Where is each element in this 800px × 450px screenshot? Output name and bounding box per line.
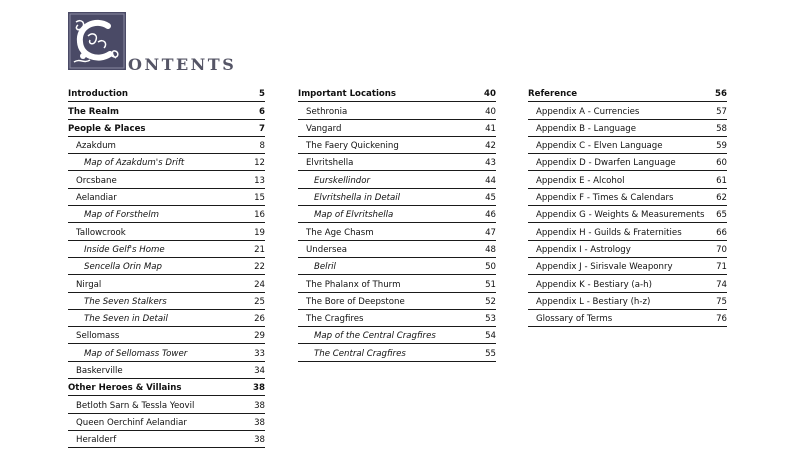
toc-entry-page: 6: [259, 106, 265, 117]
toc-entry[interactable]: [528, 102, 727, 119]
toc-entry[interactable]: [298, 293, 496, 310]
toc-entry[interactable]: [528, 241, 727, 258]
toc-entry-page: 45: [485, 193, 496, 204]
toc-entry[interactable]: [68, 189, 265, 206]
toc-entry[interactable]: [68, 102, 265, 119]
toc-entry[interactable]: [68, 154, 265, 171]
toc-entry[interactable]: [68, 206, 265, 223]
toc-entry-page: 34: [254, 366, 265, 377]
toc-entry-title: Introduction: [68, 89, 129, 100]
toc-entry-page: 57: [716, 106, 727, 117]
toc-entry-title: Appendix G - Weights & Measurements: [536, 210, 705, 221]
toc-entry[interactable]: [528, 171, 727, 188]
toc-entry-title: Glossary of Terms: [536, 314, 613, 325]
toc-entry-title: Aelandiar: [76, 193, 117, 204]
toc-entry[interactable]: [68, 310, 265, 327]
toc-entry[interactable]: [68, 362, 265, 379]
toc-entry-title: The Seven in Detail: [84, 314, 168, 325]
toc-entry-page: 48: [485, 244, 496, 255]
toc-entry[interactable]: [298, 154, 496, 171]
toc-entry-page: 54: [485, 331, 496, 342]
toc-entry[interactable]: [68, 379, 265, 396]
toc-entry-page: 41: [485, 123, 496, 134]
toc-entry[interactable]: [528, 206, 727, 223]
toc-entry[interactable]: [298, 120, 496, 137]
ornate-letter-icon: [68, 12, 126, 70]
toc-entry-title: Azakdum: [76, 141, 116, 152]
toc-entry-title: Map of the Central Cragfires: [314, 331, 436, 342]
toc-entry[interactable]: [528, 120, 727, 137]
toc-entry[interactable]: [298, 258, 496, 275]
toc-entry-title: Undersea: [306, 244, 348, 255]
toc-entry-page: 62: [716, 193, 727, 204]
toc-entry-title: Appendix F - Times & Calendars: [536, 193, 674, 204]
toc-column-3: [528, 85, 727, 327]
toc-entry[interactable]: [528, 310, 727, 327]
toc-entry-title: Nirgal: [76, 279, 102, 290]
toc-entry-page: 46: [485, 210, 496, 221]
toc-entry-page: 8: [259, 141, 265, 152]
toc-entry-title: Queen Oerchinf Aelandiar: [76, 417, 187, 428]
toc-entry-page: 40: [484, 89, 496, 100]
toc-entry[interactable]: [68, 85, 265, 102]
toc-entry-page: 12: [254, 158, 265, 169]
toc-entry-title: The Faery Quickening: [306, 141, 399, 152]
toc-entry-page: 26: [254, 314, 265, 325]
toc-entry-page: 38: [254, 400, 265, 411]
toc-entry[interactable]: [298, 241, 496, 258]
toc-entry[interactable]: [68, 344, 265, 361]
toc-entry-title: Appendix I - Astrology: [536, 244, 631, 255]
toc-entry-page: 75: [716, 296, 727, 307]
toc-entry[interactable]: [298, 102, 496, 119]
toc-entry-page: 59: [716, 141, 727, 152]
toc-entry-page: 7: [259, 123, 265, 134]
toc-entry[interactable]: [68, 241, 265, 258]
toc-entry-title: The Cragfires: [306, 314, 364, 325]
decorative-initial-c-logo: [68, 12, 126, 70]
toc-column-2: [298, 85, 496, 362]
toc-entry[interactable]: [298, 171, 496, 188]
contents-heading: ONTENTS: [128, 55, 237, 74]
toc-entry-page: 38: [254, 417, 265, 428]
toc-entry-title: Appendix B - Language: [536, 123, 637, 134]
toc-entry[interactable]: [68, 120, 265, 137]
toc-entry[interactable]: [528, 154, 727, 171]
toc-entry-title: The Bore of Deepstone: [306, 296, 405, 307]
toc-entry-title: The Phalanx of Thurm: [306, 279, 401, 290]
toc-entry[interactable]: [528, 293, 727, 310]
toc-entry-title: Map of Elvritshella: [314, 210, 394, 221]
toc-entry[interactable]: [528, 85, 727, 102]
toc-entry-title: Sencella Orin Map: [84, 262, 162, 273]
toc-entry[interactable]: [298, 344, 496, 361]
toc-entry[interactable]: [528, 258, 727, 275]
toc-entry-title: Appendix L - Bestiary (h-z): [536, 296, 651, 307]
toc-entry-title: Heralderf: [76, 435, 117, 446]
toc-entry[interactable]: [298, 275, 496, 292]
toc-entry-page: 40: [485, 106, 496, 117]
toc-entry[interactable]: [68, 171, 265, 188]
toc-entry-page: 47: [485, 227, 496, 238]
toc-entry-title: Other Heroes & Villains: [68, 383, 182, 394]
toc-entry-title: The Age Chasm: [306, 227, 374, 238]
toc-entry-page: 71: [716, 262, 727, 273]
toc-entry-page: 52: [485, 296, 496, 307]
toc-entry-page: 13: [254, 175, 265, 186]
toc-entry[interactable]: [528, 137, 727, 154]
toc-entry-page: 51: [485, 279, 496, 290]
toc-entry[interactable]: [68, 293, 265, 310]
toc-entry-page: 60: [716, 158, 727, 169]
toc-entry-page: 29: [254, 331, 265, 342]
toc-entry[interactable]: [298, 189, 496, 206]
toc-entry-page: 5: [259, 89, 265, 100]
toc-entry[interactable]: [298, 327, 496, 344]
toc-entry[interactable]: [68, 396, 265, 413]
toc-entry-title: Appendix E - Alcohol: [536, 175, 625, 186]
toc-entry-title: Appendix D - Dwarfen Language: [536, 158, 676, 169]
toc-entry-page: 21: [254, 244, 265, 255]
toc-entry[interactable]: [528, 275, 727, 292]
toc-entry-title: Baskerville: [76, 366, 123, 377]
toc-entry-page: 66: [716, 227, 727, 238]
toc-entry-title: Appendix K - Bestiary (a-h): [536, 279, 652, 290]
toc-entry-title: Vangard: [306, 123, 342, 134]
toc-entry-page: 70: [716, 244, 727, 255]
toc-entry-title: Important Locations: [298, 89, 397, 100]
toc-entry-title: The Central Cragfires: [314, 348, 406, 359]
toc-entry-page: 33: [254, 348, 265, 359]
toc-entry-title: Reference: [528, 89, 578, 100]
toc-entry-title: Belril: [314, 262, 336, 273]
toc-entry[interactable]: [528, 189, 727, 206]
toc-entry-page: 58: [716, 123, 727, 134]
toc-entry[interactable]: [528, 223, 727, 240]
toc-entry-title: Sethronia: [306, 106, 348, 117]
toc-entry-title: Elvritshella: [306, 158, 354, 169]
toc-entry-page: 53: [485, 314, 496, 325]
toc-entry[interactable]: [68, 327, 265, 344]
toc-entry[interactable]: [68, 137, 265, 154]
toc-entry-page: 55: [485, 348, 496, 359]
toc-entry-page: 22: [254, 262, 265, 273]
toc-entry-title: People & Places: [68, 123, 146, 134]
toc-entry-page: 44: [485, 175, 496, 186]
toc-entry-title: Orcsbane: [76, 175, 117, 186]
toc-entry[interactable]: [298, 85, 496, 102]
toc-entry-title: Appendix C - Elven Language: [536, 141, 663, 152]
toc-entry[interactable]: [68, 431, 265, 448]
toc-entry-title: Betloth Sarn & Tessla Yeovil: [76, 400, 195, 411]
toc-entry-title: Eurskellindor: [314, 175, 371, 186]
toc-entry[interactable]: [68, 414, 265, 431]
toc-entry[interactable]: [68, 258, 265, 275]
toc-entry-page: 38: [254, 435, 265, 446]
toc-entry-title: Appendix A - Currencies: [536, 106, 640, 117]
toc-entry-page: 76: [716, 314, 727, 325]
toc-entry-page: 42: [485, 141, 496, 152]
toc-entry-title: Inside Gelf's Home: [84, 244, 165, 255]
toc-entry-page: 38: [253, 383, 265, 394]
toc-entry-page: 50: [485, 262, 496, 273]
toc-entry-title: The Realm: [68, 106, 119, 117]
toc-entry-page: 19: [254, 227, 265, 238]
toc-column-1: [68, 85, 265, 448]
toc-entry-page: 15: [254, 193, 265, 204]
toc-entry-page: 43: [485, 158, 496, 169]
toc-entry-title: Appendix H - Guilds & Fraternities: [536, 227, 682, 238]
toc-entry[interactable]: [298, 223, 496, 240]
toc-entry-title: Tallowcrook: [76, 227, 126, 238]
toc-entry-page: 74: [716, 279, 727, 290]
toc-entry[interactable]: [298, 206, 496, 223]
toc-entry-title: Elvritshella in Detail: [314, 193, 401, 204]
toc-entry-title: Sellomass: [76, 331, 120, 342]
toc-entry-page: 16: [254, 210, 265, 221]
toc-entry-page: 25: [254, 296, 265, 307]
toc-entry[interactable]: [298, 137, 496, 154]
toc-entry-page: 65: [716, 210, 727, 221]
toc-entry-title: Appendix J - Sirisvale Weaponry: [536, 262, 673, 273]
toc-entry-page: 56: [715, 89, 727, 100]
toc-entry-title: Map of Sellomass Tower: [84, 348, 188, 359]
toc-entry-page: 24: [254, 279, 265, 290]
toc-entry-title: Map of Azakdum's Drift: [84, 158, 185, 169]
toc-entry-title: The Seven Stalkers: [84, 296, 167, 307]
toc-entry[interactable]: [68, 275, 265, 292]
toc-entry-page: 61: [716, 175, 727, 186]
toc-entry-title: Map of Forsthelm: [84, 210, 159, 221]
toc-entry[interactable]: [68, 223, 265, 240]
toc-entry[interactable]: [298, 310, 496, 327]
